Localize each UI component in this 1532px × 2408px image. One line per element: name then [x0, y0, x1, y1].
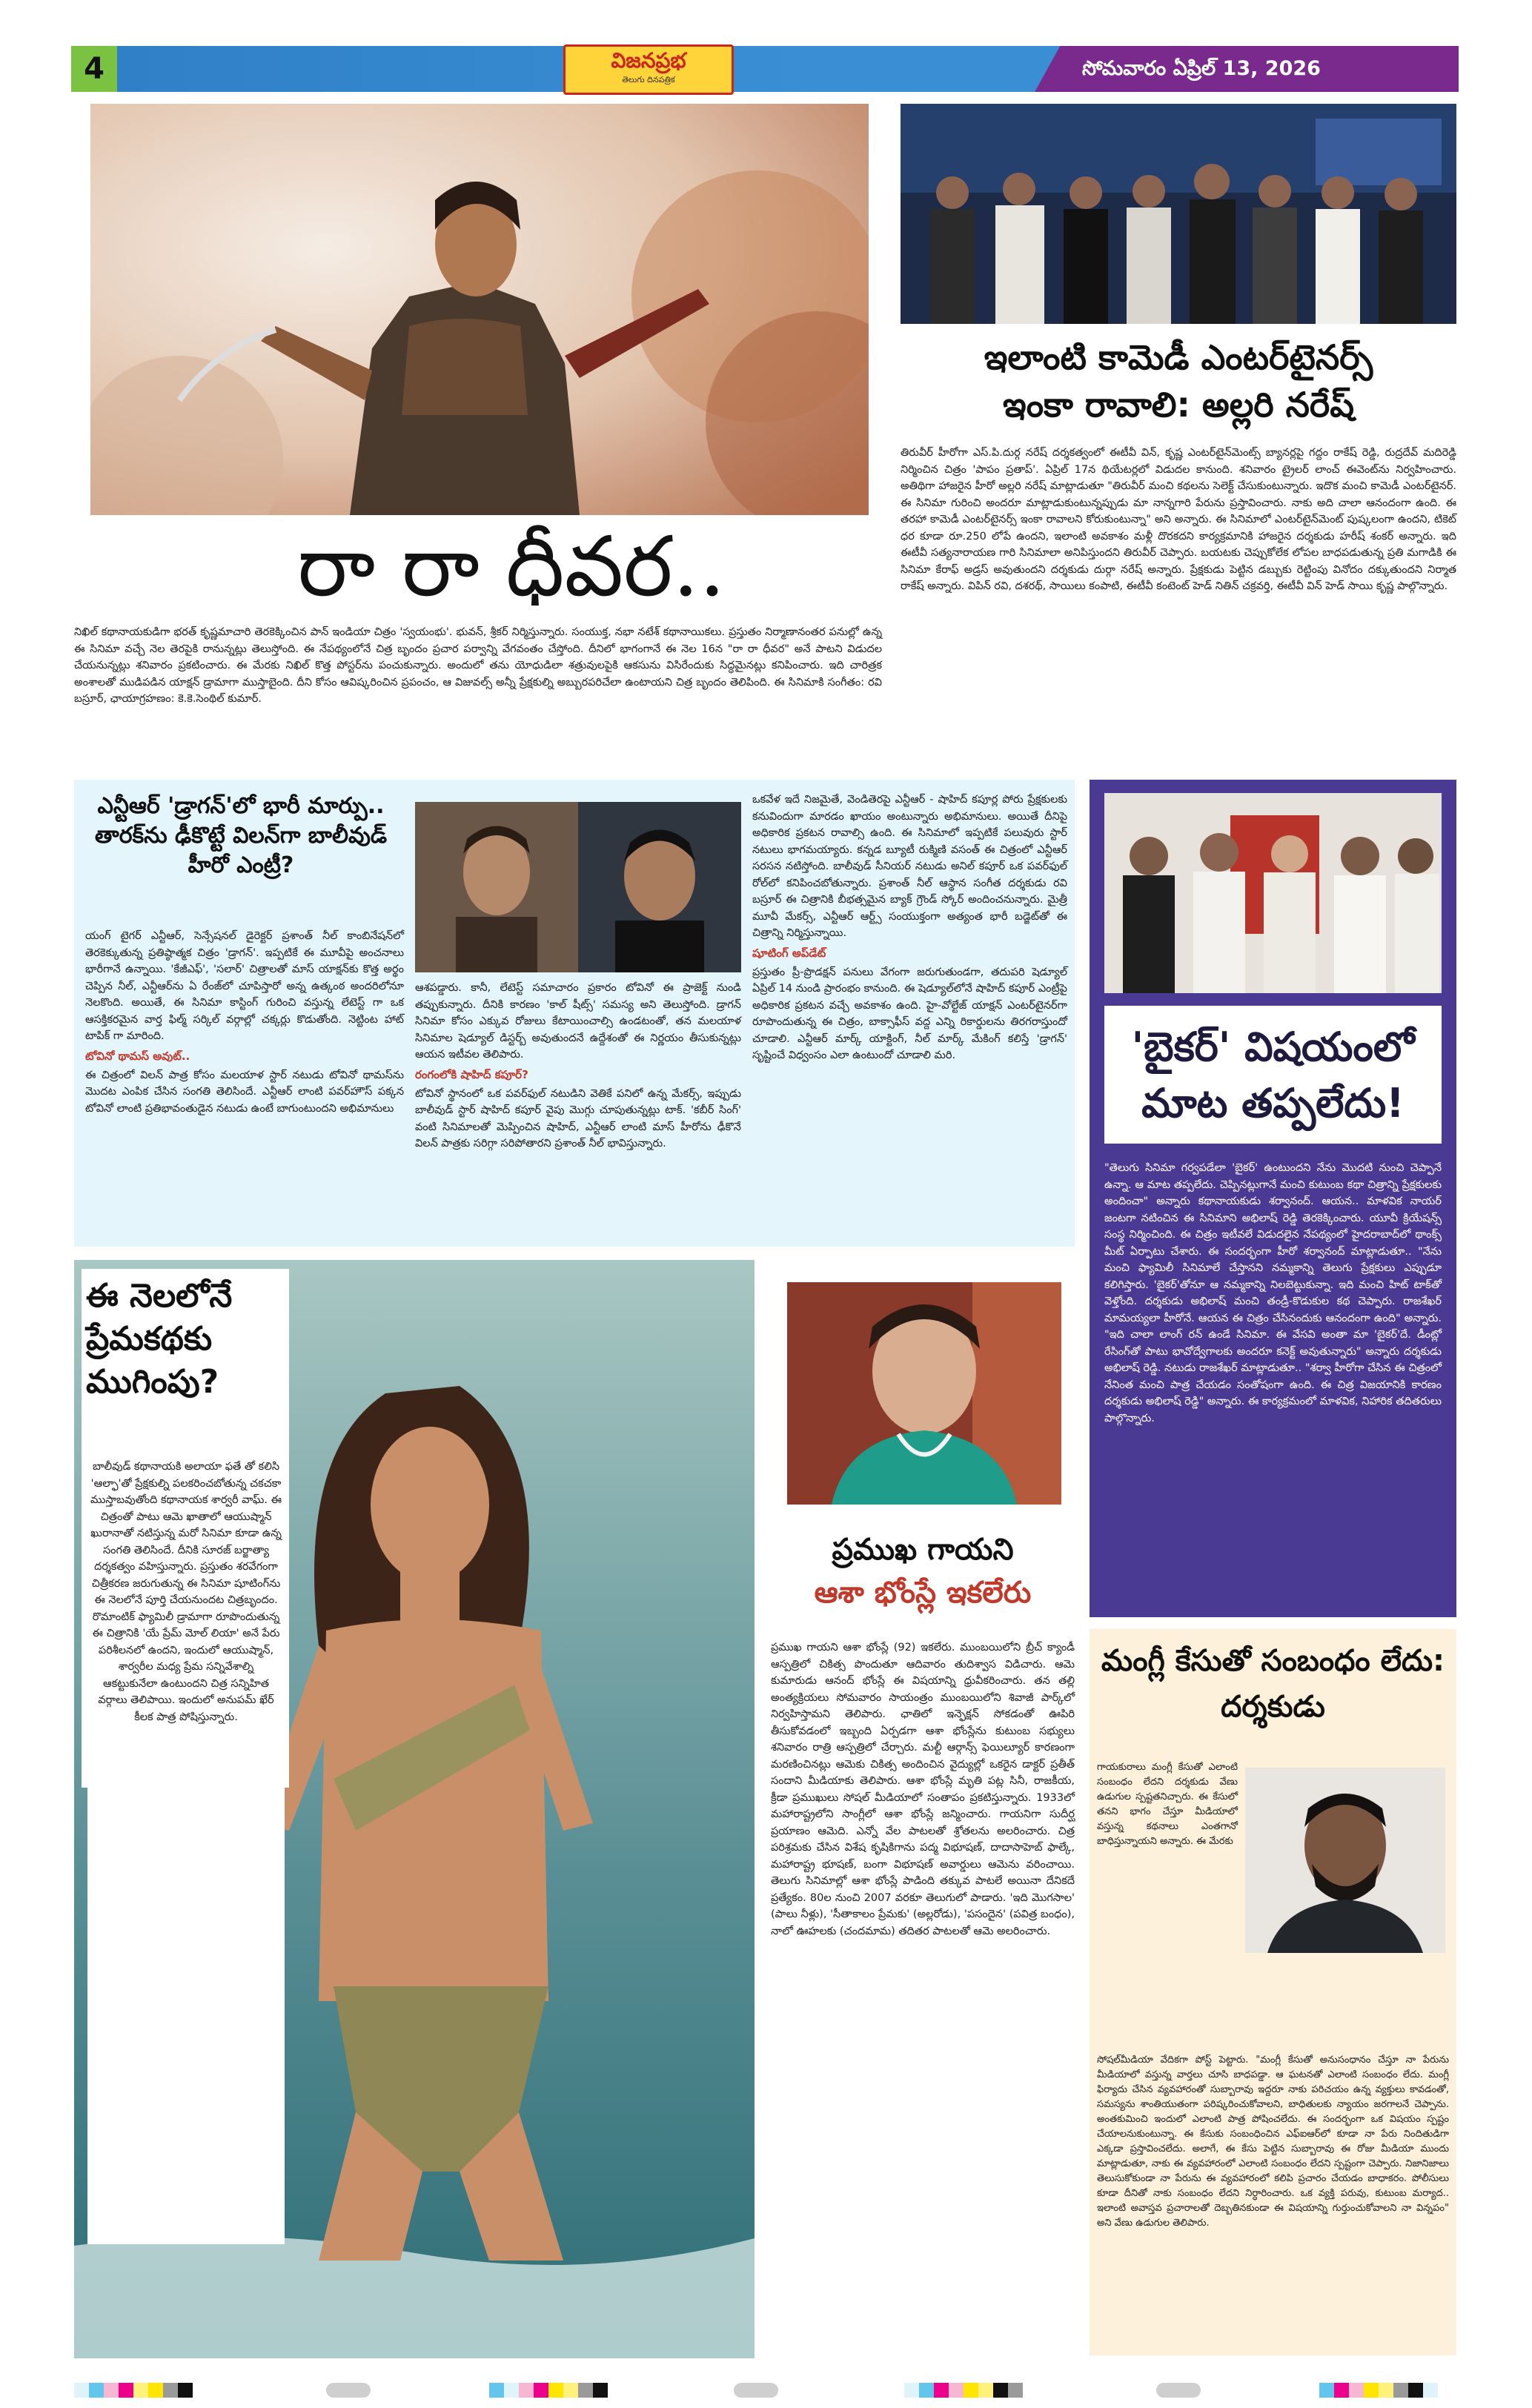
- warrior-poster-photo: [90, 104, 869, 515]
- dragon-col2-body: ఆశపడ్డారు. కానీ, లేటెస్ట్ సమాచారం ప్రకారం టోవినో ఈ ప్రాజెక్ట్ నుండి తప్పుకున్నారు. దీనికి కారణం 'కాల్ షీట్స్' సమస్య అని తెలుస్తోంది. డ్రాగన్ సినిమా కోసం ఎక్కువ రోజులు కేటాయించాల్సి ఉండటంతో, తన మలయాళ సినిమాల షెడ్యూల్ డిస్టర్బ్ అవుతుందనే ఉద్దేశంతో ఈ నిర్ణయం తీసుకున్నట్లు ఆయన ఇటీవల తెలిపారు.: [415, 982, 741, 1061]
- dragon-column-3: [752, 792, 1067, 1240]
- dragon-column-1: [85, 928, 404, 1239]
- dragon-col2-subhead: రంగంలోకి షాహిద్ కపూర్?: [415, 1067, 528, 1081]
- registration-strip-3: [904, 2383, 1023, 2398]
- asha-body: ప్రముఖ గాయని ఆశా భోంస్లే (92) ఇకలేరు. ముంబయిలోని బ్రీచ్ క్యాండీ ఆస్పత్రిలో చికిత్స పొందుతూ ఆదివారం తుదిశ్వాస విడిచారు. ఆమె కుమారుడు ఆనంద్ భోంస్లే ఈ విషయాన్ని ధ్రువీకరించారు. తన తల్లి అంత్యక్రియలు సోమవారం సాయంత్రం ముంబయిలోని శివాజీ పార్క్‌లో నిర్వహిస్తామని తెలిపారు. ఛాతిలో ఇన్ఫెక్షన్ సోకడంతో ఊపిరి తీసుకోవడంలో ఇబ్బంది ఏర్పడగా ఆశా భోంస్లేను కుటుంబ సభ్యులు శనివారం రాత్రి ఆస్పత్రిలో చేర్చారు. మల్టీ ఆర్గాన్స్ ఫెయిల్యూర్ కారణంగా మరణించినట్లు ఆమెకు చికిత్స అందించిన వైద్యుల్లో ఒకరైన డాక్టర్ ప్రతీత్ సందాని మీడియాకు తెలిపారు. ఆశా భోంస్లే మృతి పట్ల సినీ, రాజకీయ, క్రీడా ప్రముఖులు సోషల్ మీడియాలో సంతాపం ప్రకటిస్తున్నారు. 1933లో మహారాష్ట్రలోని సాంగ్లీలో ఆశా భోంస్లే జన్మించారు. గాయనిగా సుదీర్ఘ ప్రయాణం ఆమెది. ఎన్నో వేల పాటలతో శ్రోతలను అలరించారు. చిత్ర పరిశ్రమకు చేసిన విశేష కృషికిగాను పద్మ విభూషణ్, దాదాసాహెబ్ ఫాల్కే, మహారాష్ట్ర భూషణ్, బంగా విభూషణ్ అవార్డులు ఆమెను వరించాయి. తెలుగు సినిమాల్లో ఆశా భోంస్లే పాడింది తక్కువ పాటలే అయినా దేనికదే ప్రత్యేకం. 80ల నుంచి 2007 వరకూ తెలుగులో పాడారు. 'ఇది మొగసాల' (పాలు నీళ్లు), 'సీతాకాలం ప్రేమకు' (అల్లరోడు), 'పసందైన' (పవిత్ర బంధం), నాలో ఊహలకు (చందమామ) తదితర పాటలతో ఆమె అలరించారు.: [771, 1642, 1075, 1937]
- biker-team-photo: [1104, 793, 1442, 993]
- dragon-col1-body2: ఈ చిత్రంలో విలన్ పాత్ర కోసం మలయాళ స్టార్ నటుడు టోవినో థామస్‌ను మొదట ఎంపిక చేసిన సంగతి తెలిసిందే. ఎన్టీఆర్ లాంటి పవర్‌హౌస్ పక్కన టోవినో లాంటి ప్రతిభావంతుడైన నటుడు ఉంటే బాగుంటుందని అభిమానులు: [85, 1069, 404, 1115]
- masthead-tagline: తెలుగు దినపత్రిక: [622, 75, 675, 84]
- premakatha-headline: ఈ నెలలోనే ప్రేమకథకు ముగింపు?: [86, 1277, 233, 1401]
- allari-article: [901, 445, 1456, 760]
- dragon-col2-body2: టోవినో స్థానంలో ఒక పవర్‌ఫుల్ నటుడిని వెతికే పనిలో ఉన్న మేకర్స్, ఇప్పుడు బాలీవుడ్ స్టార్ షాహిద్ కపూర్ వైపు మొగ్గు చూపుతున్నట్లు టాక్. 'కబీర్ సింగ్' వంటి సినిమాలతో మెప్పించిన షాహిద్, ఎన్టీఆర్ లాంటి మాస్ హీరోను ఢీకొనే విలన్ పాత్రకు సరిగ్గా సరిపోతారని ప్రశాంత్ నీల్ భావిస్తున్నారు.: [415, 1087, 741, 1150]
- dragon-col3-subhead: షూటింగ్ అప్‌డేట్: [752, 946, 826, 960]
- premakatha-body: బాలీవుడ్ కథానాయకి అలాయా ఫతే తో కలిసి 'ఆల్ఫా'తో ప్రేక్షకుల్ని పలకరించబోతున్న చకచకా ముస్తాబవుతోంది కథానాయక శార్వరీ వాఘ్. ఈ చిత్రంతో పాటు ఆమె ఖాతాలో ఆయుష్మాన్ ఖురానాతో నటిస్తున్న మరో సినిమా కూడా ఉన్న సంగతి తెలిసిందే. దీనికి సూరజ్ బర్జాత్యా దర్శకత్వం వహిస్తున్నారు. ప్రస్తుతం శరవేగంగా చిత్రీకరణ జరుగుతున్న ఈ సినిమా షూటింగ్‌ను ఈ నెలలోనే పూర్తి చేయనుందట చిత్రబృందం. రొమాంటిక్ ఫ్యామిలీ డ్రామాగా రూపొందుతున్న ఈ చిత్రానికి 'యే ప్రేమ్ మోల్ లియా' అనే పేరు పరిశీలనలో ఉందని, ఇందులో ఆయుష్మాన్, శార్వరీల మధ్య ప్రేమ సన్నివేశాల్ని ఆకట్టుకునేలా ఉంటుందని చిత్ర సన్నిహిత వర్గాలు తెలిపాయి. ఇందులో అనుపమ్ ఖేర్ కీలక పాత్ర పోషిస్తున్నారు.: [90, 1461, 282, 1723]
- allari-headline-line2: ఇంకా రావాలి: అల్లరి నరేష్: [1003, 385, 1354, 425]
- asha-article: [771, 1639, 1075, 2351]
- director-photo: [1245, 1768, 1445, 1953]
- trailer-launch-group-photo: [901, 104, 1456, 324]
- registration-strip-2: [489, 2383, 608, 2398]
- dheevara-article: [74, 624, 882, 757]
- dragon-column-2: [415, 980, 741, 1239]
- registration-pill-3: [1156, 2383, 1201, 2398]
- biker-article: [1104, 1160, 1442, 1612]
- allari-body: తిరువీర్ హీరోగా ఎస్.పి.దుర్గ నరేష్ దర్శకత్వంలో ఈటీవీ విన్, కృష్ణ ఎంటర్‌టైన్‌మెంట్స్ బ్యానర్లపై గద్దం రాకేష్ రెడ్డి, రుద్రదేవ్ మదిరెడ్డి నిర్మించిన చిత్రం 'పాపం ప్రతాప్'. ఏప్రిల్ 17న థియేటర్లలో విడుదల కానుంది. శనివారం ట్రైలర్ లాంచ్ ఈవెంట్‌ను నిర్వహించారు. అతిథిగా హాజరైన హీరో అల్లరి నరేష్ మాట్లాడుతూ "తిరువీర్ మంచి కథలను సెలెక్ట్ చేసుకుంటున్నారు. ఇదొక మంచి కామెడీ ఎంటర్‌టైనర్. ఈ సినిమా గురించి అందరూ మాట్లాడుకుంటున్నప్పుడు మా నాన్నగారి పేరును ప్రస్తావించారు. నాకు అది చాలా ఆనందంగా ఉంది. ఈ తరహా కామెడీ ఎంటర్‌టైనర్స్ ఇంకా రావాలని కోరుకుంటున్నా" అని అన్నారు. ఈ సినిమాలో ఎంటర్‌టైన్‌మెంట్ పుష్కలంగా ఉందని, టికెట్ ధర కూడా రూ.250 లోపే ఉందని, ఇలాంటి అవకాశం మళ్లీ దొరకదని కార్యక్రమానికి హాజరైన దర్శకుడు హరీష్ శంకర్ అన్నారు. ఇది ఈటీవీ సత్యనారాయణ గారి సినిమాలా అనిపిస్తుందని తిరువీర్ చెప్పారు. బయటకు చెప్పుకోలేక లోపల బాధపడుతున్న ప్రతి మగాడికి ఈ సినిమా కేరాఫ్ అడ్రస్ అవుతుందని దర్శకుడు దుర్గా నరేష్ అన్నారు. ప్రేక్షకుడు పెట్టిన డబ్బుకు రెట్టింపు వినోదం దక్కుతుందని నిర్మాత రాకేష్ అన్నారు. విపిన్ రవి, దశరథ్, సాయిలు కంపాటి, ఈటీవీ కంటెంట్ హెడ్ నితిన్ చక్రవర్తి, ఈటీవీ విన్ హెడ్ సాయి కృష్ణ పాల్గొన్నారు.: [901, 447, 1456, 592]
- registration-strip-1: [74, 2383, 193, 2398]
- dragon-col3-body: ఒకవేళ ఇదే నిజమైతే, వెండితెరపై ఎన్టీఆర్ - షాహిద్ కపూర్ల పోరు ప్రేక్షకులకు కనువిందుగా మారడం ఖాయం అంటున్నారు అభిమానులు. అయితే దీనిపై అధికారిక ప్రకటన రావాల్సి ఉంది. ఈ సినిమాలో ఇప్పటికే పలువురు స్టార్ నటులు భాగమయ్యారు. కన్నడ బ్యూటీ రుక్మిణి వసంత్ ఈ చిత్రంలో ఎన్టీఆర్ సరసన నటిస్తోంది. బాలీవుడ్ సీనియర్ నటుడు అనిల్ కపూర్ ఒక పవర్‌ఫుల్ రోల్‌లో కనిపించబోతున్నారు. ప్రశాంత్ నీల్ ఆస్థాన సంగీత దర్శకుడు రవి బస్రూర్ ఈ చిత్రానికి బీభత్సమైన బ్యాక్ గ్రౌండ్ స్కోర్ అందించనున్నారు. మైత్రీ మూవీ మేకర్స్, ఎన్టీఆర్ ఆర్ట్స్ సంయుక్తంగా అత్యంత భారీ బడ్జెట్‌తో ఈ చిత్రాన్ని నిర్మిస్తున్నాయి.: [752, 794, 1067, 939]
- biker-headline-line2: మాట తప్పలేదు!: [1141, 1080, 1405, 1127]
- asha-bhosle-photo: [787, 1282, 1061, 1505]
- biker-headline-line1: 'బైకర్' విషయంలో: [1131, 1024, 1415, 1070]
- mangli-headline: మంగ్లీ కేసుతో సంబంధం లేదు: దర్శకుడు: [1101, 1644, 1445, 1724]
- registration-pill-2: [734, 2383, 778, 2398]
- mangli-body: సోషల్‌మీడియా వేదికగా పోస్ట్ పెట్టారు. "మంగ్లీ కేసుతో అనుసంధానం చేస్తూ నా పేరును మీడియాలో వస్తున్న వార్తలు చూసి బాధపడ్డా. ఆ ఘటనతో ఎలాంటి సంబంధం లేదు. మంగ్లీ ఫిర్యాదు చేసిన వ్యవహారంతో సుబ్బారావు ఇద్దరూ నాకు పరిచయం ఉన్న వ్యక్తులు కావడంతో, సమస్యను శాంతియుతంగా పరిష్కరించుకోవాలని, బాధితులకు న్యాయం జరగాలనే చెప్పాను. అంతకుమించి ఇందులో ఎలాంటి పాత్ర పోషించలేదు. ఈ సందర్భంగా ఒక విషయం స్పష్టం చేయాలనుకుంటున్నా. ఈ కేసుకు సంబంధించిన ఎఫ్‌ఐఆర్‌లో కూడా నా పేరు నిందితుడిగా ఎక్కడా ప్రస్తావించలేదు. అలాగే, ఈ కేసు పెట్టిన సుబ్బారావు ఈ రోజు మీడియా ముందు మాట్లాడుతూ, నాకు ఈ వ్యవహారంలో ఎలాంటి సంబంధం లేదని స్పష్టంగా చెప్పారు. నిజానిజాలు తెలుసుకోకుండా నా పేరును ఈ వ్యవహారంలో కలిపి ప్రచారం చేయడం బాధాకరం. పోలీసులు కూడా దీనితో నాకు సంబంధం లేదని నిర్ధారించారు. ఒక వ్యక్తి పరువు, కుటుంబ మర్యాద.. ఇలాంటి అవాస్తవ ప్రచారాలతో దెబ్బతినకుండా ఈ విషయాన్ని గుర్తుంచుకోవాలని నా విన్నపం" అని వేణు ఉడుగుల తెలిపారు.: [1097, 2054, 1449, 2229]
- mangli-body-top: గాయకురాలు మంగ్లీ కేసుతో ఎలాంటి సంబంధం లేదని దర్శకుడు వేణు ఉడుగుల స్పష్టతనిచ్చారు. ఈ కేసులో తనని భాగం చేస్తూ మీడియాలో వస్తున్న కథనాలు ఎంతగానో బాధిస్తున్నాయని అన్నారు. ఈ మేరకు: [1097, 1762, 1238, 1847]
- allari-headline-line1: ఇలాంటి కామెడీ ఎంటర్‌టైనర్స్: [984, 337, 1373, 377]
- masthead-logo: [563, 44, 734, 95]
- mangli-article: [1097, 2053, 1449, 2349]
- dragon-col1-body: యంగ్ టైగర్ ఎన్టీఆర్, సెన్సేషనల్ డైరెక్టర్ ప్రశాంత్ నీల్ కాంబినేషన్‌లో తెరకెక్కుతున్న ప్రతిష్ఠాత్మక చిత్రం 'డ్రాగన్'. ఇప్పటికే ఈ మూవీపై అంచనాలు భారీగానే ఉన్నాయి. 'కేజీఎఫ్', 'సలార్' చిత్రాలతో మాస్ యాక్షన్‌కు కొత్త అర్థం చెప్పిన నీల్, ఎన్టీఆర్‌ను ఏ రేంజ్‌లో చూపిస్తారో అన్న ఉత్కంఠ అందరిలోనూ నెలకొంది. అయితే, ఈ సినిమా కాస్టింగ్ గురించి వస్తున్న లేటెస్ట్ గా ఒక ఆసక్తికరమైన వార్త ఫిల్మ్ సర్కిల్ వర్గాల్లో చక్కర్లు కొడుతోంది. నెట్టింట హాట్ టాపిక్ గా మారింది.: [85, 930, 404, 1042]
- page-number: 4: [71, 46, 117, 92]
- dheevara-body: నిఖిల్ కథానాయకుడిగా భరత్ కృష్ణమాచారి తెరకెక్కించిన పాన్ ఇండియా చిత్రం 'స్వయంభు'. భువన్, శ్రీకర్ నిర్మిస్తున్నారు. సంయుక్త, నభా నటేశ్ కథానాయికలు. ప్రస్తుతం నిర్మాణానంతర పనుల్లో ఉన్న ఈ సినిమా వచ్చే నెల తెరపైకి రానున్నట్లు తెలుస్తోంది. ఈ నేపథ్యంలోనే చిత్ర బృందం ప్రచార పర్వాన్ని వేగవంతం చేస్తోంది. దీనిలో భాగంగానే ఈ నెల 16న "రా రా ధీవర" అనే పాటని విడుదల చేయనున్నట్లు శనివారం ప్రకటించారు. ఈ మేరకు నిఖిల్ కొత్త పోస్టర్‌ను పంచుకున్నారు. అందులో తను యోధుడిలా శత్రువులపైకి ఆకసును విసిరేందుకు సిద్ధమైనట్లు కనిపించారు. ఇది చారిత్రక అంశాలతో ముడిపడిన యాక్షన్ డ్రామాగా ముస్తాబైంది. దీని కోసం ఆవిష్కరించిన ప్రపంచం, ఆ విజువల్స్ అన్నీ ప్రేక్షకుల్ని అబ్బురపరిచేలా ఉంటాయని చిత్ర బృందం తెలిపింది. ఈ సినిమాకి సంగీతం: రవి బస్రూర్, ఛాయాగ్రహణం: కె.కె.సెంథిల్ కుమార్.: [74, 626, 882, 705]
- asha-headline-line2: ఆశా భోంస్లే ఇకలేరు: [814, 1576, 1032, 1610]
- asha-headline-block: [771, 1528, 1075, 1632]
- premakatha-article: [87, 1459, 285, 2244]
- biker-body: "తెలుగు సినిమా గర్వపడేలా 'బైకర్' ఉంటుందని నేను మొదటి నుంచి చెప్పానే ఉన్నా. ఆ మాట తప్పలేదు. చెప్పినట్లుగానే మంచి కుటుంబ కథా చిత్రాన్ని ప్రేక్షకులకు అందించా" అన్నారు కథానాయకుడు శర్వానంద్. ఆయన.. మాళవిక నాయర్ జంటగా నటించిన ఈ సినిమాని అభిలాష్ రెడ్డి తెరకెక్కించారు. యూవీ క్రియేషన్స్ సంస్థ నిర్మించింది. ఈ చిత్రం ఇటీవలే విడుదలైన నేపథ్యంలో హైదరాబాద్‌లో థాంక్స్ మీట్ ఏర్పాటు చేశారు. ఈ సందర్భంగా హీరో శర్వానంద్ మాట్లాడుతూ.. "నేను మంచి ఫ్యామిలీ సినిమాలే చేస్తానని నమ్మకాన్ని తెలుగు ప్రేక్షకులు ఎప్పుడూ కలిగిస్తారు. 'బైకర్'తోనూ ఆ నమ్మకాన్ని నిలబెట్టుకున్నా. ఇది మంచి హిట్ టాక్‌తో వెళ్తోంది. దర్శకుడు అభిలాష్ మంచి తండ్రీ-కొడుకుల కథ చెప్పారు. రాజశేఖర్ మామయ్యలా హీరోనే. ఆయన ఈ చిత్రం చేసినందుకు ఆనందంగా ఉంది" అన్నారు. "ఇది చాలా లాంగ్ రన్ ఉండే సినిమా. ఈ వేసవి అంతా మా 'బైకర్'దే. డీంట్లో రేసింగ్‌తో పాటు భావోద్వేగాలకు అందరూ కనెక్ట్ అవుతున్నారు" అన్నారు దర్శకుడు అభిలాష్ రెడ్డి. నటుడు రాజశేఖర్ మాట్లాడుతూ.. "శర్వా హీరోగా చేసిన ఈ చిత్రంలో నేనింత మంచి పాత్ర చేయడం సంతోషంగా ఉంది. ఈ చిత్ర విజయానికి కారణం దర్శకుడు అభిలాష్ రెడ్డి" అన్నారు. ఈ కార్యక్రమంలో మాళవిక, నిహారిక తదితరులు పాల్గొన్నారు.: [1104, 1162, 1442, 1424]
- dragon-col1-subhead: టోవినో థామస్ అవుట్..: [85, 1049, 190, 1063]
- dragon-headline: ఎన్టీఆర్ 'డ్రాగన్'లో భారీ మార్పు.. తారక్‌ను ఢీకొట్టే విలన్‌గా బాలీవుడ్ హీరో ఎంట్రీ?: [94, 793, 388, 878]
- registration-strip-4: [1319, 2383, 1438, 2398]
- mangli-article-top: [1097, 1760, 1238, 2049]
- asha-headline-line1: ప్రముఖ గాయని: [832, 1533, 1014, 1567]
- masthead-title: విజనప్రభ: [611, 48, 686, 73]
- allari-headline-block: [901, 334, 1456, 437]
- registration-pill-1: [326, 2383, 371, 2398]
- biker-headline-box: [1090, 997, 1456, 1152]
- dheevara-headline: రా రా ధీవర..: [297, 519, 726, 615]
- dragon-col3-body2: ప్రస్తుతం ప్రీ-ప్రొడక్షన్ పనులు వేగంగా జరుగుతుండగా, తదుపరి షెడ్యూల్ ఏప్రిల్ 14 నుండి ప్రారంభం కానుంది. ఈ షెడ్యూల్‌లోనే షాహిద్ కపూర్ ఎంట్రీపై అధికారిక ప్రకటన వచ్చే అవకాశం ఉంది. హై-వోల్టేజ్ యాక్షన్ ఎంటర్‌టైనర్‌గా రూపొందుతున్న ఈ చిత్రం, బాక్సాఫీస్ వద్ద ఎన్ని రికార్డులను తిరగరాస్తుందో చూడాలి. ఎన్టీఆర్ మార్క్ యాక్టింగ్, నీల్ మార్క్ మేకింగ్ కలిస్తే 'డ్రాగన్' సృష్టించే విధ్వంసం ఎలా ఉంటుందో చూడాలి మరి.: [752, 966, 1067, 1061]
- ntr-shahid-photo: [415, 802, 741, 972]
- dateline: సోమవారం ఏప్రిల్ 13, 2026: [1082, 57, 1321, 80]
